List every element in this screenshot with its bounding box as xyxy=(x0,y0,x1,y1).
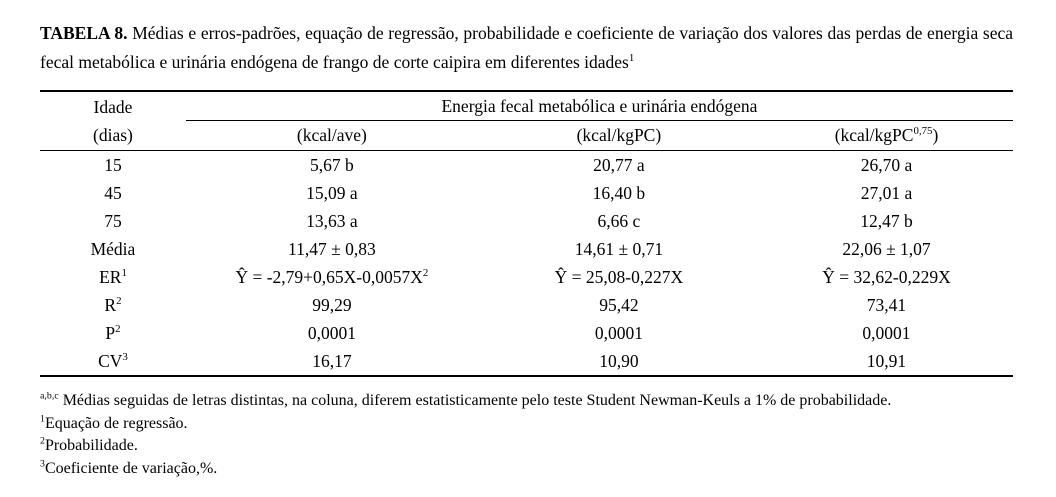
footnote-letters xyxy=(40,390,1013,413)
footnote-text: Equação de regressão. xyxy=(44,414,188,432)
row-label-base: R xyxy=(104,294,117,315)
footnote-text: Médias seguidas de letras distintas, na coluna, diferem estatisticamente pelo teste Student Newman-Keuls a 1% de probabilidade. xyxy=(58,392,892,409)
cell-kcal-kgpc075: 73,41 xyxy=(866,294,907,315)
table-row-probability xyxy=(40,319,1013,347)
caption-footnote-marker: 1 xyxy=(628,52,635,65)
row-label-base: ER xyxy=(99,266,122,287)
table-row-cv xyxy=(40,347,1013,376)
caption-text: Médias e erros-padrões, equação de regressão, probabilidade e coeficiente de variação dos valores das perdas de energia seca fecal metabólica e urinária endógena de frango de corte caipira em diferentes idades xyxy=(40,23,1014,72)
cell-kcal-kgpc075: 26,70 a xyxy=(860,154,913,175)
column-header-kcal-kgpc: (kcal/kgPC) xyxy=(478,121,760,151)
footnote-marker: 1 xyxy=(40,413,45,425)
row-label-sup: 3 xyxy=(122,350,128,363)
table-row-age-45 xyxy=(40,179,1013,207)
row-label xyxy=(40,263,186,291)
subheader-row xyxy=(40,121,1013,151)
cell-kcal-ave: 5,67 b xyxy=(310,154,354,175)
row-label xyxy=(40,347,186,376)
row-label-sup: 2 xyxy=(115,322,121,335)
footnotes xyxy=(40,390,1013,480)
table-row-regression-equation xyxy=(40,263,1013,291)
column-header-kcal-kgpc075 xyxy=(760,121,1013,151)
cell-kcal-kgpc075: 12,47 b xyxy=(860,210,913,231)
cell-kcal-kgpc: 0,0001 xyxy=(594,322,643,343)
row-label-base: CV xyxy=(98,350,123,371)
cell-kcal-kgpc: 20,77 a xyxy=(593,154,645,175)
cell-kcal-ave: 11,47 ± 0,83 xyxy=(288,238,376,259)
group-header-row xyxy=(40,91,1013,121)
footnote-cv xyxy=(40,458,1013,481)
table-row-media xyxy=(40,235,1013,263)
column-header-idade xyxy=(40,91,186,151)
footnote-marker: a,b,c xyxy=(40,390,59,402)
caption-label: TABELA 8. xyxy=(40,23,128,43)
cell-kcal-kgpc075: 22,06 ± 1,07 xyxy=(842,238,931,259)
equation-exponent: 2 xyxy=(422,266,429,279)
cell-kcal-ave: 15,09 a xyxy=(306,182,358,203)
cell-equation-kcal-ave xyxy=(186,263,478,291)
table-row-r-squared xyxy=(40,291,1013,319)
table-row-age-15 xyxy=(40,151,1013,180)
row-label-sup: 2 xyxy=(116,294,122,307)
cell-kcal-kgpc075: 10,91 xyxy=(866,350,907,371)
unit-close: ) xyxy=(932,125,939,145)
cell-kcal-kgpc: 95,42 xyxy=(599,294,639,315)
row-label: Média xyxy=(90,238,136,259)
row-label: 75 xyxy=(104,210,122,231)
row-label xyxy=(40,291,186,319)
row-label-sup: 1 xyxy=(121,266,127,279)
cell-kcal-ave: 13,63 a xyxy=(306,210,358,231)
data-table xyxy=(40,90,1013,377)
unit-exponent: 0,75 xyxy=(913,125,933,138)
footnote-regression xyxy=(40,413,1013,436)
row-label: 45 xyxy=(104,182,122,203)
footnote-text: Probabilidade. xyxy=(44,437,138,454)
table-row-age-75 xyxy=(40,207,1013,235)
cell-kcal-kgpc: 14,61 ± 0,71 xyxy=(574,238,664,259)
footnote-marker: 2 xyxy=(40,435,45,447)
idade-line1: Idade xyxy=(93,97,133,117)
footnote-marker: 3 xyxy=(40,458,45,470)
row-label-base: P xyxy=(105,322,116,343)
row-label xyxy=(40,319,186,347)
cell-kcal-ave: 99,29 xyxy=(312,294,352,315)
column-header-kcal-ave: (kcal/ave) xyxy=(186,121,478,151)
cell-kcal-ave: 16,17 xyxy=(312,350,352,371)
cell-kcal-ave: 0,0001 xyxy=(307,322,356,343)
idade-line2: (dias) xyxy=(93,125,133,145)
unit-base: (kcal/kgPC xyxy=(834,125,914,145)
footnote-text: Coeficiente de variação,%. xyxy=(44,459,218,477)
cell-kcal-kgpc: 16,40 b xyxy=(592,182,646,203)
cell-equation-kcal-kgpc075: Ŷ = 32,62-0,229X xyxy=(822,266,951,287)
cell-equation-kcal-kgpc: Ŷ = 25,08-0,227X xyxy=(554,266,684,287)
cell-kcal-kgpc075: 27,01 a xyxy=(860,182,913,203)
cell-kcal-kgpc075: 0,0001 xyxy=(862,322,911,343)
cell-kcal-kgpc: 6,66 c xyxy=(597,210,641,231)
column-group-header: Energia fecal metabólica e urinária endógena xyxy=(186,91,1013,121)
equation-base: Ŷ = -2,79+0,65X-0,0057X xyxy=(235,266,423,287)
cell-kcal-kgpc: 10,90 xyxy=(599,350,639,371)
footnote-probability xyxy=(40,435,1013,458)
row-label: 15 xyxy=(104,154,122,175)
table-caption xyxy=(40,19,1013,77)
